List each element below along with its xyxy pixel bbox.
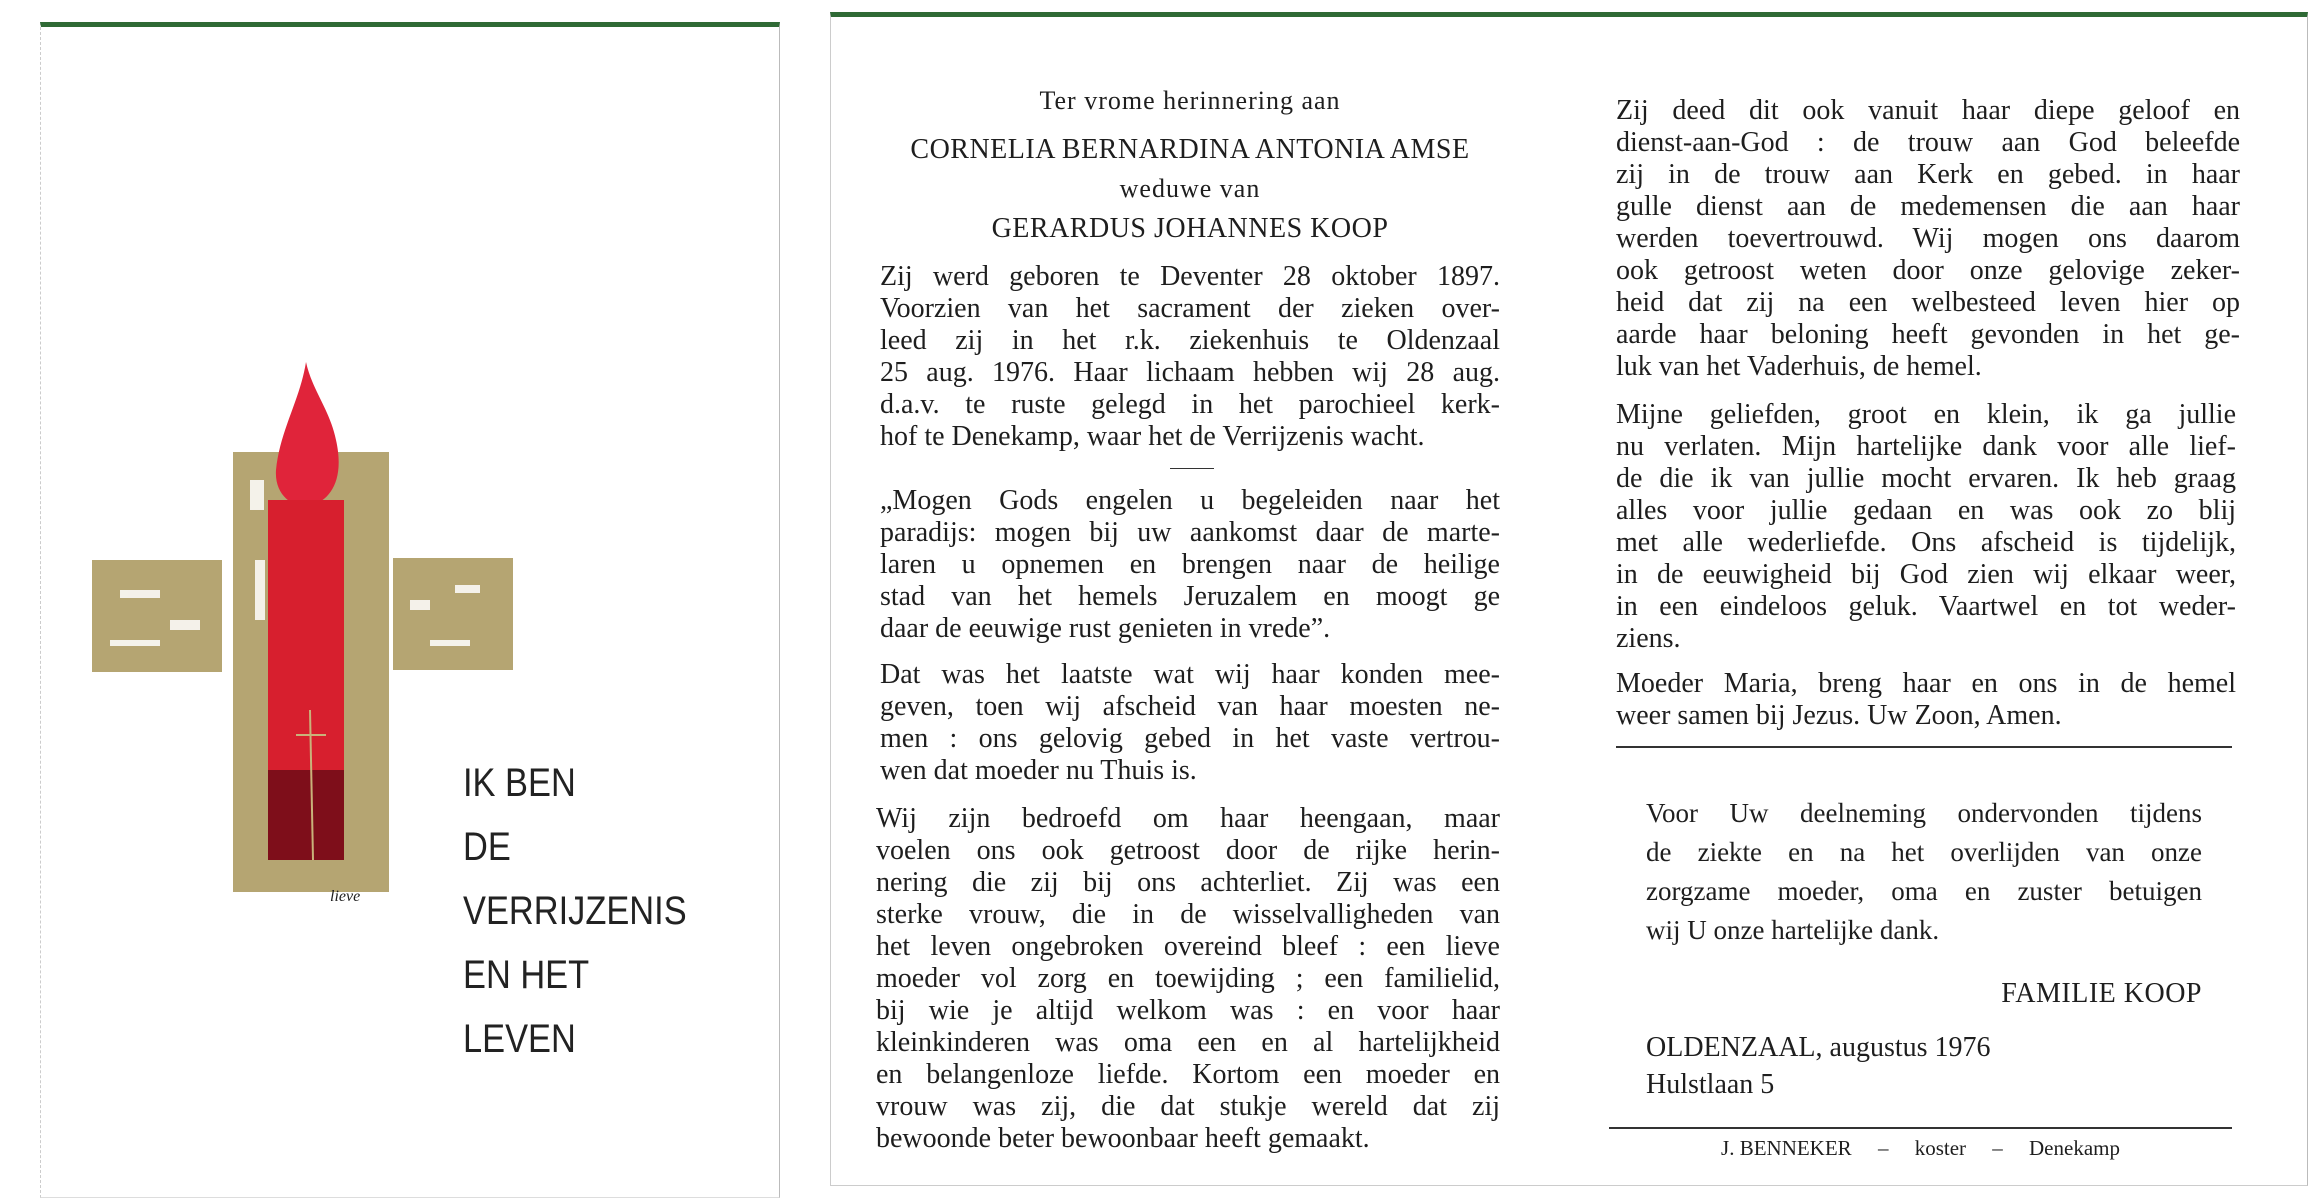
text-line: sterke vrouw, die in de wisselvalligheden van — [876, 899, 1500, 930]
paragraph-farewell — [880, 659, 1500, 787]
divider — [1616, 746, 2232, 748]
text-line: luk van het Vaderhuis, de hemel. — [1616, 351, 1982, 382]
printer-town: Denekamp — [2029, 1136, 2120, 1160]
text-line: de die ik van jullie mocht ervaren. Ik heb graag — [1616, 463, 2236, 494]
footer-divider — [1609, 1127, 2232, 1129]
candle-flame — [276, 362, 339, 506]
text-line: weer samen bij Jezus. Uw Zoon, Amen. — [1616, 700, 2062, 731]
spouse-name: GERARDUS JOHANNES KOOP — [991, 213, 1389, 244]
text-line: in een eindeloos geluk. Vaartwel en tot weder- — [1616, 591, 2236, 622]
text-line: alles voor jullie gedaan en was ook zo blij — [1616, 495, 2236, 526]
text-line: nu verlaten. Mijn hartelijke dank voor alle lief- — [1616, 431, 2236, 462]
text-line: d.a.v. te ruste gelegd in het parochieel kerk- — [880, 389, 1500, 420]
text-line: 25 aug. 1976. Haar lichaam hebben wij 28 aug. — [880, 357, 1500, 388]
text-line: daar de eeuwige rust genieten in vrede”. — [880, 613, 1331, 644]
text-line: met alle wederliefde. Ons afscheid is tijdelijk, — [1616, 527, 2236, 558]
text-line: DE — [463, 825, 511, 869]
text-line: en belangenloze liefde. Kortom een moeder en — [876, 1059, 1500, 1090]
cross-right-arm — [393, 558, 513, 670]
printer-role: koster — [1914, 1136, 1967, 1160]
text-line: moeder vol zorg en toewijding ; een familielid, — [876, 963, 1500, 994]
text-line: in de eeuwigheid bij God zien wij elkaar weer, — [1616, 559, 2236, 590]
text-line: hof te Denekamp, waar het de Verrijzenis wacht. — [880, 421, 1425, 452]
short-divider — [1170, 468, 1214, 469]
text-line: ziens. — [1616, 623, 1681, 654]
text-line: Dat was het laatste wat wij haar konden mee- — [880, 659, 1500, 690]
text-line: kleinkinderen was oma een en al hartelijkheid — [876, 1027, 1500, 1058]
text-line: werden toevertrouwd. Wij mogen ons daarom — [1616, 223, 2240, 254]
text-line: VERRIJZENIS — [463, 889, 687, 933]
text-line: vrouw was zij, die dat stukje wereld dat zij — [876, 1091, 1500, 1122]
artist-signature: lieve — [330, 888, 361, 905]
separator: – — [1992, 1136, 2003, 1160]
candle-icon — [268, 362, 344, 860]
text-line: het leven ongebroken overeind bleef : een lieve — [876, 931, 1500, 962]
relation-text: weduwe van — [1119, 174, 1261, 203]
text-line: wij U onze hartelijke dank. — [1646, 915, 1940, 945]
text-line: men : ons gelovig gebed in het vaste vertrou- — [880, 723, 1500, 754]
cross-left-arm — [92, 560, 222, 672]
text-line: dienst-aan-God : de trouw aan God beleefde — [1616, 127, 2240, 158]
text-line: de ziekte en na het overlijden van onze — [1646, 837, 2202, 867]
place-date: OLDENZAAL, augustus 1976 — [1646, 1032, 1991, 1063]
paragraph-last-words — [1616, 399, 2236, 655]
text-line: Mijne geliefden, groot en klein, ik ga jullie — [1616, 399, 2236, 430]
text-line: Voorzien van het sacrament der zieken over- — [880, 293, 1500, 324]
text-line: zorgzame moeder, oma en zuster betuigen — [1646, 876, 2202, 906]
deceased-name: CORNELIA BERNARDINA ANTONIA AMSE — [910, 134, 1470, 165]
signed-family: FAMILIE KOOP — [2001, 978, 2202, 1009]
text-line: aarde haar beloning heeft gevonden in het ge- — [1616, 319, 2240, 350]
text-line: Voor Uw deelneming ondervonden tijdens — [1646, 798, 2202, 828]
text-line: „Mogen Gods engelen u begeleiden naar het — [880, 485, 1500, 516]
printer-name: J. BENNEKER — [1721, 1136, 1852, 1160]
address: Hulstlaan 5 — [1646, 1069, 1775, 1100]
paragraph-faith — [1616, 95, 2240, 383]
intro-text: Ter vrome herinnering aan — [1039, 86, 1341, 115]
text-line: bij wie je altijd welkom was : en voor haar — [876, 995, 1500, 1026]
text-line: voelen ons ook getroost door de rijke herin- — [876, 835, 1500, 866]
text-line: paradijs: mogen bij uw aankomst daar de marte- — [880, 517, 1500, 548]
text-line: leed zij in het r.k. ziekenhuis te Oldenzaal — [880, 325, 1500, 356]
text-line: bewoonde beter bewoonbaar heeft gemaakt. — [876, 1123, 1370, 1154]
text-line: Zij werd geboren te Deventer 28 oktober 1897. — [880, 261, 1500, 292]
text-line: heid dat zij na een welbesteed leven hier op — [1616, 287, 2240, 318]
text-line: Wij zijn bedroefd om haar heengaan, maar — [876, 803, 1500, 834]
text-line: stad van het hemels Jeruzalem en moogt ge — [880, 581, 1500, 612]
text-line: Moeder Maria, breng haar en ons in de hemel — [1616, 668, 2236, 699]
text-line: LEVEN — [463, 1017, 576, 1061]
text-line: laren u opnemen en brengen naar de heilige — [880, 549, 1500, 580]
text-line: nering die zij bij ons achterliet. Zij was een — [876, 867, 1500, 898]
text-line: zij in de trouw aan Kerk en gebed. in haar — [1616, 159, 2240, 190]
text-line: EN HET — [463, 953, 590, 997]
printer-credit — [1609, 1136, 2232, 1161]
text-line: geven, toen wij afscheid van haar moesten ne- — [880, 691, 1500, 722]
thanks-text — [1646, 794, 2202, 950]
paragraph-prayer-maria — [1616, 668, 2236, 732]
paragraph-prayer-quote — [880, 485, 1500, 645]
paragraph-remembrance — [876, 803, 1500, 1155]
text-line: IK BEN — [463, 761, 576, 805]
front-title — [463, 751, 723, 1071]
paragraph-biography — [880, 261, 1500, 453]
text-line: Zij deed dit ook vanuit haar diepe geloof en — [1616, 95, 2240, 126]
text-line: gulle dienst aan de medemensen die aan haar — [1616, 191, 2240, 222]
separator: – — [1877, 1136, 1889, 1160]
text-line: ook getroost weten door onze gelovige zeker- — [1616, 255, 2240, 286]
text-line: wen dat moeder nu Thuis is. — [880, 755, 1197, 786]
